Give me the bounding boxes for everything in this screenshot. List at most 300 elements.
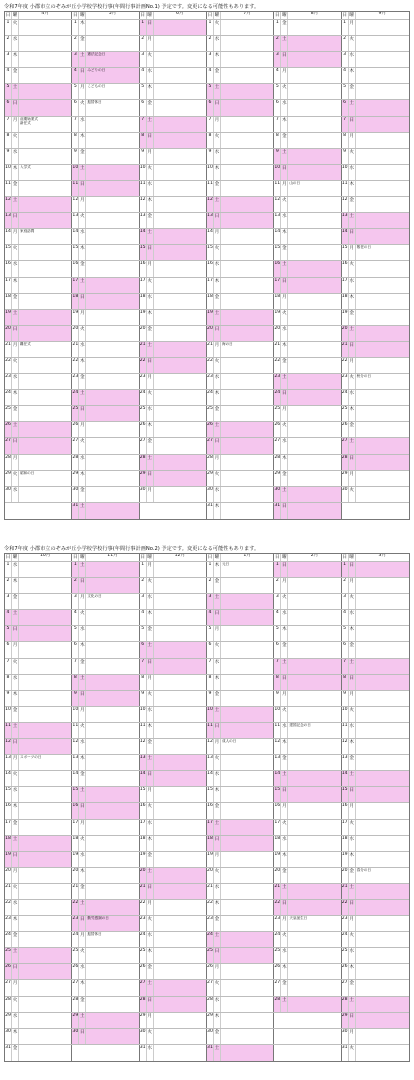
day-cell (140, 723, 207, 738)
weekday: 月 (281, 294, 288, 309)
event-text (288, 229, 340, 244)
event-text (221, 948, 273, 963)
weekday: 日 (281, 787, 288, 802)
event-text (19, 948, 71, 963)
header-month: 12月 (174, 554, 186, 558)
day-number: 25 (5, 948, 12, 963)
event-text (288, 980, 340, 995)
day-number: 15 (207, 245, 214, 260)
day-cell (140, 20, 207, 35)
day-cell (140, 836, 207, 851)
weekday: 木 (12, 278, 19, 293)
day-cell (5, 100, 72, 115)
day-cell (274, 997, 341, 1012)
event-text (288, 739, 340, 754)
day-cell (72, 1013, 139, 1028)
day-number: 12 (342, 197, 349, 212)
day-number: 5 (72, 626, 79, 641)
day-cell (140, 948, 207, 963)
event-text (154, 868, 206, 883)
day-cell (342, 213, 409, 228)
day-number: 5 (274, 84, 281, 99)
day-number: 28 (72, 455, 79, 470)
weekday: 月 (147, 149, 154, 164)
day-number: 6 (274, 642, 281, 657)
event-text: 秋分の日 (356, 374, 372, 379)
weekday: 土 (281, 487, 288, 502)
day-number: 29 (72, 1013, 79, 1028)
weekday: 土 (12, 310, 19, 325)
day-cell (207, 916, 274, 931)
event-text: 勤労感謝の日 (87, 916, 109, 921)
day-number: 29 (5, 471, 12, 486)
day-number: 13 (140, 755, 147, 770)
day-number: 24 (342, 390, 349, 405)
day-number: 30 (207, 487, 214, 502)
weekday: 木 (12, 1029, 19, 1044)
event-text: 文化の日 (87, 594, 102, 599)
event-text (288, 36, 340, 51)
event-text (154, 20, 206, 35)
event-text (356, 455, 409, 470)
event-text (221, 503, 273, 519)
weekday: 木 (349, 964, 356, 979)
day-cell (72, 278, 139, 293)
event-text (154, 487, 206, 502)
day-number: 5 (72, 84, 79, 99)
weekday: 日 (214, 836, 221, 851)
event-text (19, 1045, 71, 1061)
event-text (154, 245, 206, 260)
day-cell (140, 997, 207, 1012)
weekday: 月 (281, 406, 288, 421)
day-cell (72, 181, 139, 196)
event-text (221, 471, 273, 486)
day-number: 3 (72, 52, 79, 67)
day-cell (5, 245, 72, 260)
day-number: 30 (274, 487, 281, 502)
weekday: 土 (281, 884, 288, 899)
day-cell (5, 117, 72, 132)
event-text (221, 1045, 273, 1061)
day-number: 6 (5, 642, 12, 657)
weekday: 火 (281, 422, 288, 437)
day-cell (207, 820, 274, 835)
event-text (154, 68, 206, 83)
weekday: 土 (349, 213, 356, 228)
day-number: 28 (140, 455, 147, 470)
day-number: 6 (72, 642, 79, 657)
event-text (19, 820, 71, 835)
day-number: 16 (274, 803, 281, 818)
weekday: 月 (79, 197, 86, 212)
day-number: 27 (274, 438, 281, 453)
event-text (356, 471, 409, 486)
day-number: 6 (5, 100, 12, 115)
weekday: 月 (349, 358, 356, 373)
day-cell (5, 358, 72, 373)
day-number: 27 (72, 980, 79, 995)
event-text (19, 964, 71, 979)
weekday: 日 (214, 610, 221, 625)
event-text (86, 229, 138, 244)
day-cell (5, 997, 72, 1012)
day-cell (274, 787, 341, 802)
event-text (86, 771, 138, 786)
event-text (356, 149, 409, 164)
day-cell (5, 197, 72, 212)
day-number: 3 (5, 52, 12, 67)
event-text (356, 675, 409, 690)
weekday: 月 (147, 900, 154, 915)
day-number: 4 (274, 610, 281, 625)
weekday: 火 (79, 213, 86, 228)
day-cell (5, 261, 72, 276)
header-day: 日 (5, 13, 11, 18)
weekday: 金 (12, 294, 19, 309)
table-row (5, 884, 409, 900)
day-number: 13 (342, 755, 349, 770)
day-cell (140, 261, 207, 276)
weekday: 土 (281, 374, 288, 389)
weekday: 金 (79, 149, 86, 164)
day-number: 3 (342, 594, 349, 609)
weekday: 月 (79, 422, 86, 437)
event-text (86, 755, 138, 770)
event-text (19, 707, 71, 722)
day-number: 17 (140, 278, 147, 293)
day-cell (207, 326, 274, 341)
day-number: 16 (140, 803, 147, 818)
event-text (356, 52, 409, 67)
header-weekday: 曜 (349, 13, 354, 18)
event-text (86, 438, 138, 453)
day-cell (274, 149, 341, 164)
header-day: 日 (275, 13, 280, 18)
day-number: 9 (207, 149, 214, 164)
event-text (86, 165, 138, 180)
weekday: 木 (214, 165, 221, 180)
table-row (5, 100, 409, 116)
day-cell (274, 229, 341, 244)
weekday: 月 (12, 229, 19, 244)
day-cell (274, 884, 341, 899)
day-number: 9 (72, 691, 79, 706)
day-cell (72, 852, 139, 867)
day-cell (274, 868, 341, 883)
day-number: 5 (207, 84, 214, 99)
weekday: 木 (147, 422, 154, 437)
table-row (5, 562, 409, 578)
day-cell (342, 771, 409, 786)
weekday: 金 (147, 739, 154, 754)
day-number: 18 (342, 294, 349, 309)
event-text (288, 358, 340, 373)
header-weekday: 曜 (282, 555, 287, 560)
event-text (154, 852, 206, 867)
event-text (288, 133, 340, 148)
weekday: 月 (281, 916, 288, 931)
weekday: 日 (281, 165, 288, 180)
event-text (288, 820, 340, 835)
event-text (154, 594, 206, 609)
day-number: 1 (72, 20, 79, 35)
weekday: 金 (79, 659, 86, 674)
day-number: 20 (72, 868, 79, 883)
event-text (19, 562, 71, 577)
day-cell (207, 261, 274, 276)
event-text (288, 964, 340, 979)
event-text (221, 642, 273, 657)
day-cell (274, 197, 341, 212)
day-cell (72, 964, 139, 979)
event-text (356, 916, 409, 931)
event-text (221, 964, 273, 979)
day-cell (342, 691, 409, 706)
weekday: 金 (281, 642, 288, 657)
table-row (5, 1013, 409, 1029)
weekday: 木 (214, 787, 221, 802)
weekday: 日 (147, 471, 154, 486)
day-cell (140, 562, 207, 577)
day-number: 15 (5, 245, 12, 260)
event-text (221, 213, 273, 228)
event-text (86, 487, 138, 502)
weekday: 金 (281, 471, 288, 486)
day-number: 25 (274, 948, 281, 963)
day-cell (342, 707, 409, 722)
day-number: 5 (140, 626, 147, 641)
weekday: 土 (79, 278, 86, 293)
weekday: 水 (147, 1045, 154, 1061)
day-number: 21 (140, 884, 147, 899)
day-cell (140, 642, 207, 657)
weekday: 金 (79, 487, 86, 502)
day-cell (342, 932, 409, 947)
event-text (86, 675, 138, 690)
day-number: 27 (342, 438, 349, 453)
day-number: 29 (274, 471, 281, 486)
event-text (86, 245, 138, 260)
header-weekday: 曜 (214, 13, 220, 18)
weekday: 金 (281, 868, 288, 883)
weekday: 日 (281, 562, 288, 577)
weekday: 火 (214, 980, 221, 995)
table-row (5, 326, 409, 342)
day-number: 18 (140, 836, 147, 851)
day-number: 25 (207, 406, 214, 421)
day-number: 9 (5, 149, 12, 164)
day-cell (207, 610, 274, 625)
day-number: 2 (274, 578, 281, 593)
day-number: 21 (5, 884, 12, 899)
day-cell (342, 149, 409, 164)
weekday: 日 (349, 562, 356, 577)
day-cell (72, 406, 139, 421)
day-number: 16 (207, 803, 214, 818)
day-number: 12 (207, 197, 214, 212)
day-cell (342, 820, 409, 835)
day-cell (5, 755, 72, 770)
weekday: 木 (349, 852, 356, 867)
day-cell (342, 245, 409, 260)
day-number: 3 (207, 52, 214, 67)
event-text (154, 707, 206, 722)
weekday: 木 (349, 68, 356, 83)
weekday: 土 (214, 422, 221, 437)
weekday: 水 (79, 739, 86, 754)
day-number: 26 (274, 422, 281, 437)
event-text (288, 594, 340, 609)
day-number: 2 (207, 578, 214, 593)
weekday: 日 (12, 739, 19, 754)
event-text (19, 836, 71, 851)
table-row (5, 229, 409, 245)
weekday: 日 (349, 455, 356, 470)
event-text (86, 390, 138, 405)
event-text (356, 342, 409, 357)
day-cell (342, 358, 409, 373)
event-text (86, 36, 138, 51)
weekday: 木 (12, 691, 19, 706)
day-cell (274, 675, 341, 690)
day-cell (72, 20, 139, 35)
event-text (288, 932, 340, 947)
day-cell (207, 723, 274, 738)
day-cell (207, 36, 274, 51)
day-cell (207, 755, 274, 770)
day-number: 8 (72, 133, 79, 148)
day-cell (5, 278, 72, 293)
weekday: 金 (214, 68, 221, 83)
table-row (5, 358, 409, 374)
event-text (356, 358, 409, 373)
day-cell (72, 197, 139, 212)
table-row (5, 997, 409, 1013)
weekday: 木 (12, 52, 19, 67)
event-text (221, 675, 273, 690)
weekday: 水 (147, 68, 154, 83)
event-text (221, 723, 273, 738)
weekday: 月 (349, 133, 356, 148)
day-cell (342, 803, 409, 818)
event-text (356, 852, 409, 867)
weekday: 木 (281, 739, 288, 754)
day-cell (274, 771, 341, 786)
event-text (19, 294, 71, 309)
weekday: 土 (281, 261, 288, 276)
day-number: 1 (140, 20, 147, 35)
event-text (86, 642, 138, 657)
event-text (154, 626, 206, 641)
event-text (154, 374, 206, 389)
weekday: 木 (147, 610, 154, 625)
event-text (154, 133, 206, 148)
day-cell (342, 52, 409, 67)
event-text (356, 213, 409, 228)
weekday: 水 (79, 455, 86, 470)
event-text (154, 149, 206, 164)
day-cell (274, 820, 341, 835)
event-text (288, 884, 340, 899)
day-cell (274, 836, 341, 851)
day-cell (5, 932, 72, 947)
weekday: 金 (147, 100, 154, 115)
day-number: 27 (72, 438, 79, 453)
day-number: 14 (72, 771, 79, 786)
day-number: 6 (207, 100, 214, 115)
weekday: 火 (214, 133, 221, 148)
event-text (19, 310, 71, 325)
event-text (356, 165, 409, 180)
day-cell (5, 310, 72, 325)
day-cell (274, 1013, 341, 1028)
day-number: 23 (342, 916, 349, 931)
day-number: 7 (72, 117, 79, 132)
table-row (5, 181, 409, 197)
event-text (154, 100, 206, 115)
event-text (154, 642, 206, 657)
day-number: 2 (342, 36, 349, 51)
day-number: 31 (342, 1045, 349, 1061)
weekday: 月 (349, 471, 356, 486)
event-text (86, 610, 138, 625)
day-number: 5 (342, 626, 349, 641)
day-cell (140, 471, 207, 486)
day-number: 8 (274, 133, 281, 148)
event-text (221, 20, 273, 35)
day-cell (207, 342, 274, 357)
day-number: 14 (342, 229, 349, 244)
day-cell (5, 900, 72, 915)
header-day: 日 (207, 555, 213, 560)
event-text (154, 932, 206, 947)
event-text (288, 261, 340, 276)
event-text (19, 149, 71, 164)
day-number: 19 (342, 310, 349, 325)
weekday: 月 (214, 455, 221, 470)
day-number: 18 (5, 836, 12, 851)
day-cell (72, 771, 139, 786)
day-cell (72, 1045, 139, 1061)
event-text (221, 149, 273, 164)
event-text (86, 1013, 138, 1028)
weekday: 水 (79, 852, 86, 867)
weekday: 火 (12, 771, 19, 786)
weekday: 火 (214, 471, 221, 486)
event-text (221, 455, 273, 470)
day-number: 30 (72, 1029, 79, 1044)
weekday: 日 (281, 900, 288, 915)
day-cell (140, 278, 207, 293)
table-row (5, 261, 409, 277)
weekday: 月 (12, 117, 19, 132)
event-text (86, 852, 138, 867)
event-text (356, 980, 409, 995)
day-number: 2 (207, 36, 214, 51)
weekday: 土 (79, 900, 86, 915)
weekday: 日 (349, 675, 356, 690)
event-text (356, 390, 409, 405)
event-text (86, 626, 138, 641)
day-number: 1 (140, 562, 147, 577)
day-cell (140, 610, 207, 625)
table-row (5, 455, 409, 471)
event-text (19, 406, 71, 421)
event-text (356, 659, 409, 674)
day-cell (274, 181, 341, 196)
header-weekday: 曜 (147, 555, 152, 560)
